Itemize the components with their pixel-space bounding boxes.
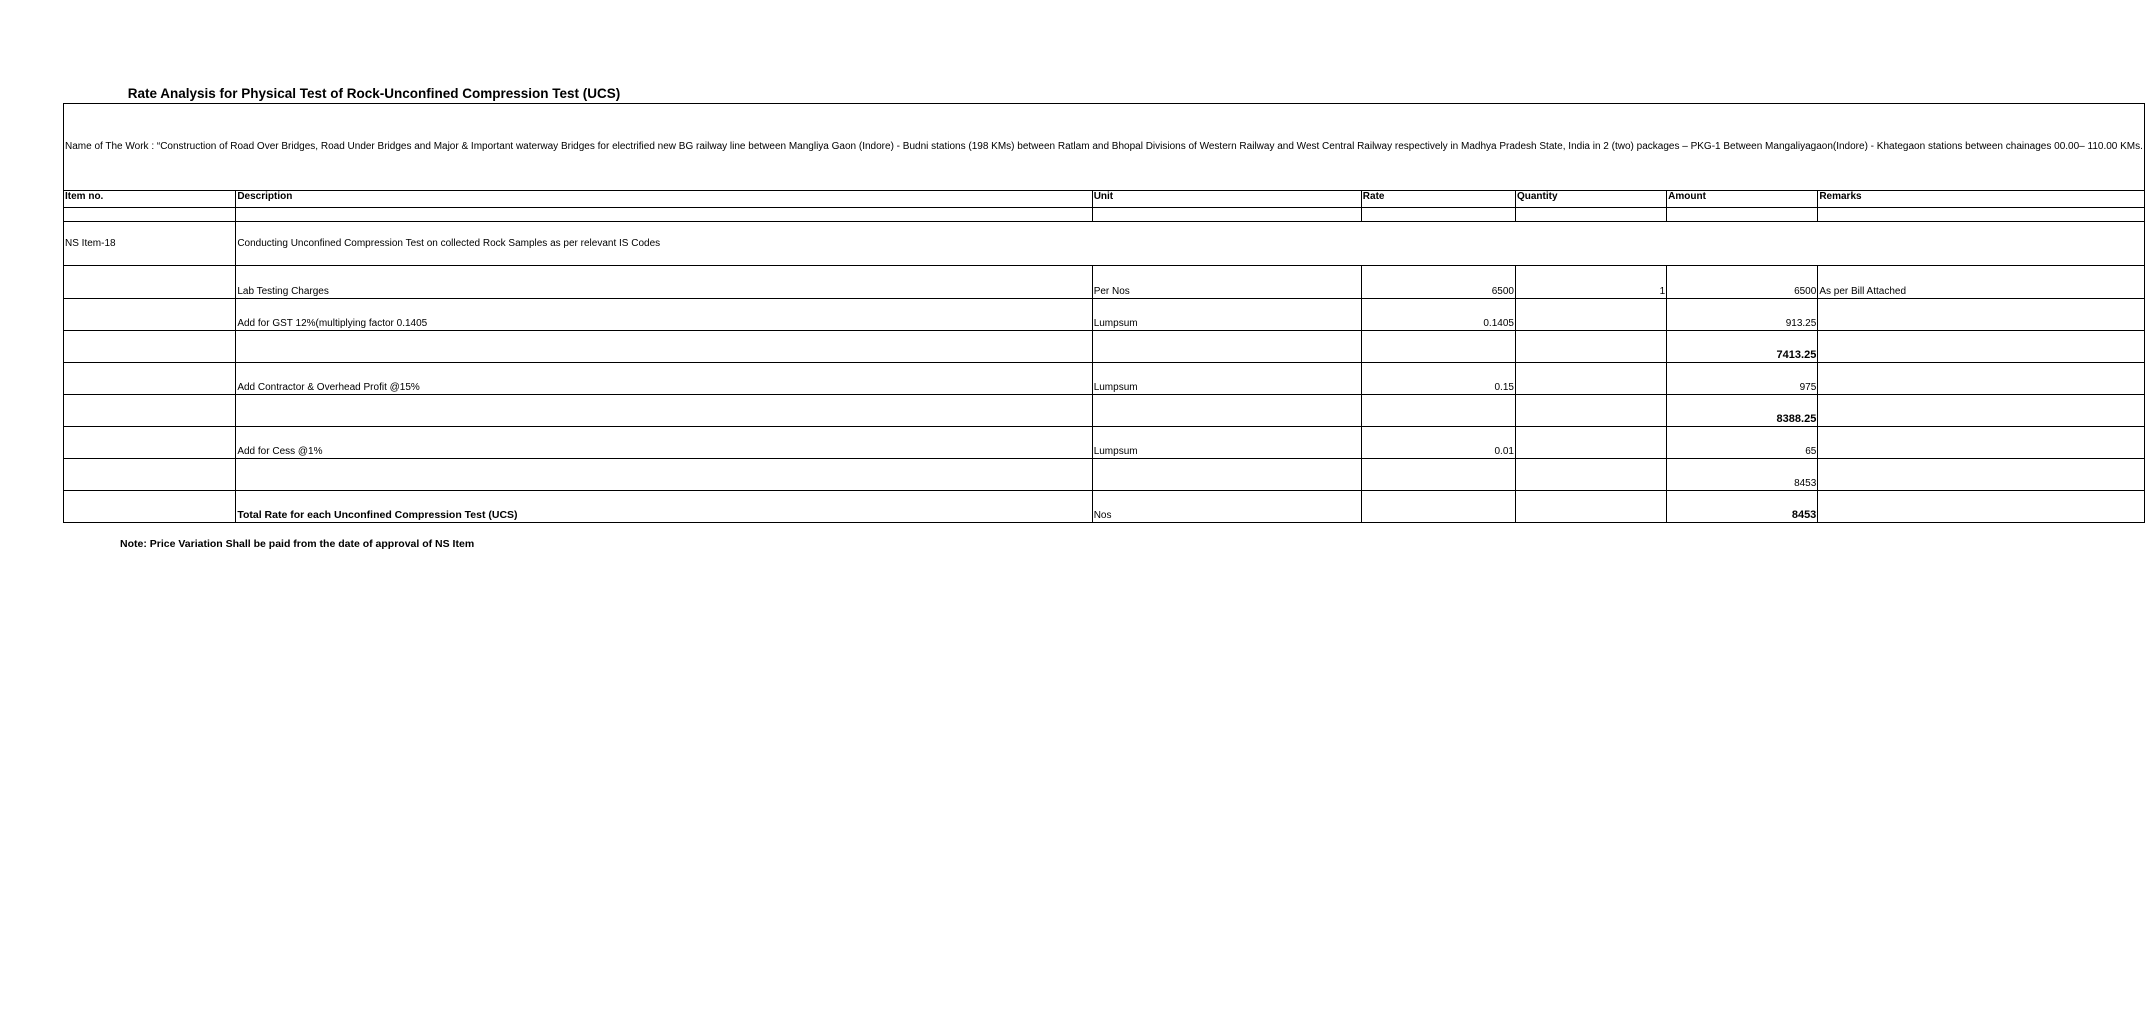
header-quantity: Quantity	[1515, 191, 1666, 208]
document-title: Rate Analysis for Physical Test of Rock-Unconfined Compression Test (UCS)	[127, 86, 621, 101]
table-row	[64, 395, 2145, 427]
row-remarks	[1818, 363, 2145, 395]
row-quantity	[1515, 363, 1666, 395]
ns-item-row	[64, 222, 2145, 266]
row-description: Add Contractor & Overhead Profit @15%	[236, 363, 1092, 395]
table-row	[64, 363, 2145, 395]
row-remarks	[1818, 459, 2145, 491]
table-row	[64, 427, 2145, 459]
row-quantity: 1	[1515, 266, 1666, 299]
ns-item-description: Conducting Unconfined Compression Test on collected Rock Samples as per relevant IS Codes	[236, 222, 2145, 266]
header-amount: Amount	[1667, 191, 1818, 208]
row-rate: 0.1405	[1361, 299, 1515, 331]
row-remarks	[1818, 395, 2145, 427]
row-rate	[1361, 395, 1515, 427]
row-amount: 975	[1667, 363, 1818, 395]
row-unit: Lumpsum	[1092, 299, 1361, 331]
table-row	[64, 331, 2145, 363]
total-unit: Nos	[1092, 491, 1361, 523]
rate-analysis-table	[63, 103, 2145, 523]
total-description: Total Rate for each Unconfined Compression Test (UCS)	[236, 491, 1092, 523]
work-name-cell: Name of The Work : “Construction of Road Over Bridges, Road Under Bridges and Major & Important waterway Bridges for electrified new BG railway line between Mangliya Gaon (Indore) - Budni stations (198 KMs) between Ratlam and Bhopal Divisions of Western Railway and West Central Railway respectively in Madhya Pradesh State, India in 2 (two) packages – PKG-1 Between Mangaliyagaon(Indore) - Khategaon stations between chainages 00.00– 110.00 KMs.	[64, 104, 2145, 191]
subtotal-amount: 7413.25	[1667, 331, 1818, 363]
row-amount: 6500	[1667, 266, 1818, 299]
header-rate: Rate	[1361, 191, 1515, 208]
row-quantity	[1515, 395, 1666, 427]
row-unit: Per Nos	[1092, 266, 1361, 299]
row-amount: 65	[1667, 427, 1818, 459]
total-row	[64, 491, 2145, 523]
row-quantity	[1515, 331, 1666, 363]
row-rate: 0.15	[1361, 363, 1515, 395]
table-row	[64, 266, 2145, 299]
row-remarks	[1818, 427, 2145, 459]
row-amount: 8453	[1667, 459, 1818, 491]
ns-item-number: NS Item-18	[64, 222, 236, 266]
row-amount: 913.25	[1667, 299, 1818, 331]
row-description: Add for GST 12%(multiplying factor 0.1405	[236, 299, 1092, 331]
row-rate: 6500	[1361, 266, 1515, 299]
row-unit: Lumpsum	[1092, 427, 1361, 459]
row-rate: 0.01	[1361, 427, 1515, 459]
row-description: Lab Testing Charges	[236, 266, 1092, 299]
table-row	[64, 299, 2145, 331]
total-amount: 8453	[1667, 491, 1818, 523]
row-remarks	[1818, 331, 2145, 363]
row-description: Add for Cess @1%	[236, 427, 1092, 459]
row-remarks	[1818, 299, 2145, 331]
row-quantity	[1515, 299, 1666, 331]
row-unit	[1092, 331, 1361, 363]
row-remarks: As per Bill Attached	[1818, 266, 2145, 299]
row-rate	[1361, 459, 1515, 491]
subtotal-amount: 8388.25	[1667, 395, 1818, 427]
table-row	[64, 459, 2145, 491]
row-unit: Lumpsum	[1092, 363, 1361, 395]
row-description	[236, 459, 1092, 491]
spacer-row	[64, 208, 2145, 222]
table-header-row	[64, 191, 2145, 208]
header-description: Description	[236, 191, 1092, 208]
row-unit	[1092, 395, 1361, 427]
row-description	[236, 331, 1092, 363]
row-rate	[1361, 331, 1515, 363]
row-quantity	[1515, 459, 1666, 491]
row-description	[236, 395, 1092, 427]
row-quantity	[1515, 427, 1666, 459]
header-item-no: Item no.	[64, 191, 236, 208]
price-variation-note: Note: Price Variation Shall be paid from the date of approval of NS Item	[120, 538, 475, 550]
header-unit: Unit	[1092, 191, 1361, 208]
header-remarks: Remarks	[1818, 191, 2145, 208]
row-unit	[1092, 459, 1361, 491]
